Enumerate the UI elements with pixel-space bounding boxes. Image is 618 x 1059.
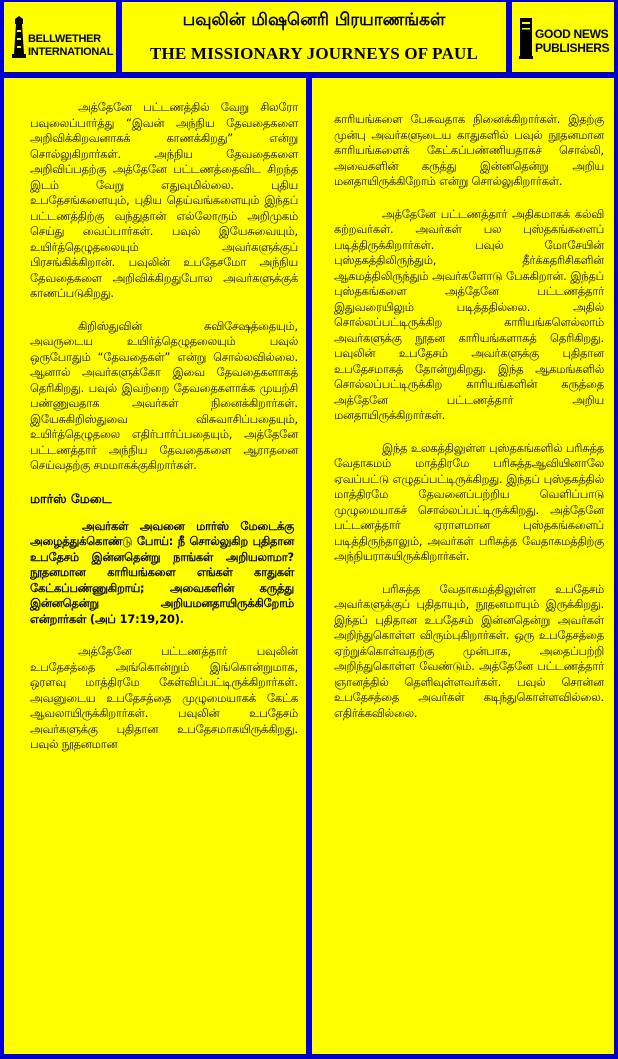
- lighthouse-icon: [10, 16, 28, 60]
- good-news-logo-line1: GOOD NEWS: [535, 27, 609, 41]
- section-heading: மார்ஸ் மேடை: [30, 490, 112, 506]
- left-paragraph-3: அத்தேனே பட்டணத்தார் பவுலின் உபதேசத்தை அங்கொன்றும் இங்கொன்றுமாக, ஒரளவு மாத்திரமே கேள்விப்பட்டிருக்கிறார்கள். அவனுடைய உபதேசத்தை முழுமையாகக் கேட்க ஆவலாயிருக்கிறார்கள். பவுலின் உபதேசம் அவர்களுக்கு புதிதான உபதேசமாகயிருக்கிறது. பவுல் நூதனமான: [30, 645, 298, 751]
- good-news-logo-line2: PUBLISHERS: [535, 41, 610, 55]
- right-paragraph-4: பரிசுத்த வேதாகமத்திலுள்ள உபதேசம் அவர்களுக்குப் புதிதாயும், நூதனமாயும் இருக்கிறது. இந்தப் புதிதான உபதேசம் இன்னதென்று அவர்கள் அறிந்துகொள்ள விரும்புகிறார்கள். ஒரு உபதேசத்தை ஏற்றுக்கொள்வதற்கு முன்பாக, அதைப்பற்றி அறிந்துகொள்ள வேண்டும். அத்தேனே பட்டணத்தார் ஞானத்தில் தெளிவுள்ளவர்கள். பவுல் சொன்ன உபதேசத்தை அவர்கள் கடிந்துகொள்ளவில்லை. எதிர்க்கவில்லை.: [334, 582, 604, 720]
- scripture-quote: அவர்கள் அவனை மார்ஸ் மேடைக்கு அழைத்துக்கொண்டு போய்: நீ சொல்லுகிற புதிதான உபதேசம் இன்னதென்று நாங்கள் அறியலாமா? நூதனமான காரியங்களை எங்கள் காதுகள் கேட்கப்பண்ணுகிறாய்; அவைகளின் கருத்து இன்னதென்று அறியமனதாயிருக்கிறோம் என்றார்கள் (அப் 17:19,20).: [30, 519, 294, 626]
- right-column: [312, 78, 614, 1054]
- left-paragraph-1: அத்தேனே பட்டணத்தில் வேறு சிலரோ பவுலைப்பார்த்து “இவன் அந்நிய தேவதைகளை அறிவிக்கிறவனாகக் காணக்கிறது” என்று சொல்லுகிறார்கள். அந்நிய தேவதைகளை அறிவிப்பதற்கு அத்தேனே பட்டணத்தைவிட சிறந்த இடம் வேறு எதுவுமில்லை. புதிய உபதேசங்களையும், புதிய தெய்வங்களையும் இந்தப் பட்டணத்திற்கு வந்துதான் எல்லோரும் அறிமுகம் செய்து வைப்பார்கள். பவுல் இயேசுவையும், உயிர்த்தெழுதலையும் அவர்களுக்குப் பிரசங்கிக்கிறான். பவுலின் உபதேசமோ அந்நிய தேவதைகளை அறிவிக்கிறதுபோல அவர்களுக்குக் காணப்படுகிறது.: [30, 101, 298, 300]
- bellwether-logo: [4, 2, 116, 72]
- right-paragraph-3: இந்த உலகத்திலுள்ள புஸ்தகங்களில் பரிசுத்த வேதாகமம் மாத்திரமே பரிசுத்தஆவியினாலே ஏவப்பட்டு எழுதப்பட்டிருக்கிறது. இந்தப் புஸ்தகத்தில் மாத்திரமே தேவனைப்பற்றிய வெளிப்பாடு முழுமையாகச் சொல்லப்பட்டிருக்கிறது. அத்தேனே பட்டணத்தார் ஏராளமான புஸ்தகங்களைப் படித்திருந்தாலும், அவர்கள் பரிசுத்த வேதாகமத்திற்கு அந்நியராகயிருக்கிறார்கள்.: [334, 441, 604, 563]
- title-box: [122, 2, 506, 72]
- bellwether-logo-line1: BELLWETHER: [28, 33, 101, 45]
- title-english: THE MISSIONARY JOURNEYS OF PAUL: [149, 44, 478, 63]
- right-paragraph-1: காரியங்களை பேசுவதாக நினைக்கிறார்கள். இதற்கு முன்பு அவர்களுடைய காதுகளில் பவுல் நூதனமான காரியங்களைக் கேட்கப்பண்ணியதாகச் சொல்லி, அவைகளின் கருத்து இன்னதென்று அறிய மனதாயிருக்கிறோம் என்று சொல்லுகிறார்கள்.: [334, 113, 604, 188]
- book-icon: [518, 16, 534, 60]
- bellwether-logo-line2: INTERNATIONAL: [28, 46, 114, 58]
- good-news-logo: [512, 2, 614, 72]
- title-tamil: பவுலின் மிஷனெரி பிரயாணங்கள்: [182, 10, 446, 30]
- left-paragraph-2: கிறிஸ்துவின் சுவிசேஷத்தையும், அவருடைய உயிர்த்தெழுதலையும் பவுல் ஒருபோதும் “தேவதைகள்” என்று சொல்லவில்லை. ஆனால் அவர்களுக்கோ இவை தேவதைகளாகத் தெரிகிறது. பவுல் இவற்றை தேவதைகளாக்க முயற்சி பண்ணுவதாக அவர்கள் நினைக்கிறார்கள். இயேசுகிறிஸ்துவை விசுவாசிப்பதையும், உயிர்த்தெழுதலை எதிர்பார்ப்பதையும், அத்தேனே பட்டணத்தார் அந்நிய தேவதைகளை ஆராதனை செய்வதற்கு சமமாகக்குகிறார்கள்.: [30, 319, 298, 472]
- right-paragraph-2: அத்தேனே பட்டணத்தார் அதிகமாகக் கல்வி கற்றவர்கள். அவர்கள் பல புஸ்தகங்களைப் படித்திருக்கிறார்கள். பவுல் மோசேயின் புஸ்தகத்திலிருந்தும், தீர்க்கதரிசிகளின் ஆகமத்திலிருந்தும் அவர்களோடு பேசுகிறான். இந்தப் புஸ்தகங்களை அத்தேனே பட்டணத்தார் இதுவரையிலும் படித்ததில்லை. அதில் சொல்லப்பட்டிருக்கிற காரியங்களெல்லாம் அவர்களுக்கு நூதன காரியங்களாகத் தெரிகிறது. பவுலின் உபதேசம் அவர்களுக்கு புதிதான உபதேசமாகத் தோன்றுகிறது. இந்த ஆகமங்களில் சொல்லப்பட்டிருக்கிற காரியங்களின் கருத்தை அத்தேனே பட்டணத்தார் அறிய மனதாயிருக்கிறார்கள்.: [334, 207, 604, 422]
- left-column: [4, 78, 306, 1054]
